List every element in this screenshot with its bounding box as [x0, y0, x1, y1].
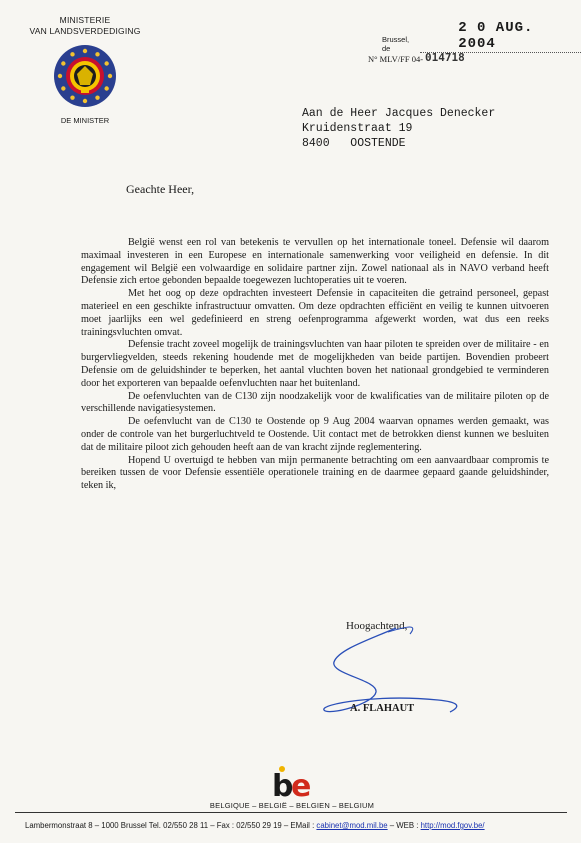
- ministry-line-2: VAN LANDSVERDEDIGING: [29, 26, 141, 36]
- paragraph: De oefenvluchten van de C130 zijn noodzakelijk voor de kwalificaties van de militaire piloten op de verschillende navigatiesystemen.: [81, 390, 549, 415]
- web-link[interactable]: http://mod.fgov.be/: [420, 821, 485, 830]
- recipient-address: [302, 106, 495, 151]
- closing: Hoogachtend,: [346, 620, 408, 632]
- recipient-street: Kruidenstraat 19: [302, 122, 413, 135]
- signer-name: A. FLAHAUT: [350, 703, 415, 714]
- emblem-star: [95, 95, 99, 99]
- emblem-star: [104, 61, 108, 65]
- salutation: Geachte Heer,: [126, 182, 195, 196]
- reference-row: [368, 51, 465, 64]
- paragraph: Defensie tracht zoveel mogelijk de trainingsvluchten van haar piloten te spreiden over de militaire - en burgervliegvelden, steeds rekening houdende met de mogelijkheden van beide partijen. Bovendien probeert Defensie om de geluidshinder te beperken, het aantal vluchten boven het nationaal grondgebied te verminderen door het exporteren van bepaalde oefenvluchten naar het buitenland.: [81, 339, 549, 389]
- emblem-star: [58, 74, 62, 78]
- footer: [25, 821, 570, 830]
- reference-prefix: N° MLV/FF 04-: [368, 54, 424, 64]
- date-label: Brussel, de: [382, 35, 410, 53]
- ministry-line-1: MINISTERIE: [59, 15, 111, 25]
- emblem-star: [95, 52, 99, 56]
- ministry-crest-icon: [53, 44, 117, 108]
- paragraph: België wenst een rol van betekenis te vervullen op het internationale toneel. Defensie wil daarom maximaal investeren in een Europese en internationale samenwerking voor veiligheid en defensie. In dit engagement wil België een volwaardige en solidaire partner zijn. Zowel nationaal als in NAVO verband heeft Defensie zich ertoe gebonden bepaalde toegewezen luchtoperaties uit te voeren.: [81, 237, 549, 287]
- web-label: – WEB :: [389, 821, 419, 830]
- ministry-name: [20, 15, 150, 37]
- svg-text:e: e: [291, 769, 312, 799]
- be-logo-icon: [272, 765, 314, 799]
- emblem-star: [83, 49, 87, 53]
- date-row: [382, 20, 581, 53]
- emblem-star: [61, 86, 65, 90]
- paragraph: Hopend U overtuigd te hebben van mijn permanente betrachting om een aanvaardbaar compromis te bereiken tussen de voor Defensie essentiële operationele training en de daarmee gepaard gaande geluidshinder, teken ik,: [81, 454, 549, 492]
- email-link[interactable]: cabinet@mod.mil.be: [316, 821, 388, 830]
- reference-number: 014718: [425, 51, 465, 64]
- paragraph: Met het oog op deze opdrachten investeert Defensie in capaciteiten die getraind personeel, gepast materieel en een geschikte infrastructuur omvatten. Om deze opdrachten efficiënt en veilig te kunnen uitvoeren moet jaarlijks een wel gedefinieerd en streng oefenprogramma afgewerkt worden, wat dus een reeks trainingsvluchten omvat.: [81, 288, 549, 338]
- paragraph: De oefenvlucht van de C130 te Oostende op 9 Aug 2004 waarvan opnames werden gemaakt, was onder de controle van het burgerluchtveld te Oostende. Uit contact met de betrokken dienst kunnen we besluiten dat de militaire piloot zich gehouden heeft aan de van kracht zijnde reglementering.: [81, 416, 549, 453]
- emblem-star: [108, 74, 112, 78]
- recipient-name: Aan de Heer Jacques Denecker: [302, 107, 496, 120]
- countries-line: BELGIQUE – BELGIË – BELGIEN – BELGIUM: [209, 801, 375, 810]
- letter-body: [81, 237, 549, 493]
- footer-divider: [15, 812, 567, 813]
- emblem-star: [70, 95, 74, 99]
- minister-label: DE MINISTER: [60, 116, 110, 125]
- emblem-star: [61, 61, 65, 65]
- emblem-star: [70, 52, 74, 56]
- date-stamp: 2 0 AUG. 2004: [458, 20, 581, 53]
- recipient-city: 8400 OOSTENDE: [302, 137, 406, 150]
- emblem-star: [104, 86, 108, 90]
- svg-text:b: b: [272, 769, 294, 799]
- emblem-star: [83, 99, 87, 103]
- footer-address: Lambermonstraat 8 – 1000 Brussel Tel. 02/550 28 11 – Fax : 02/550 29 19 – EMail :: [25, 821, 315, 830]
